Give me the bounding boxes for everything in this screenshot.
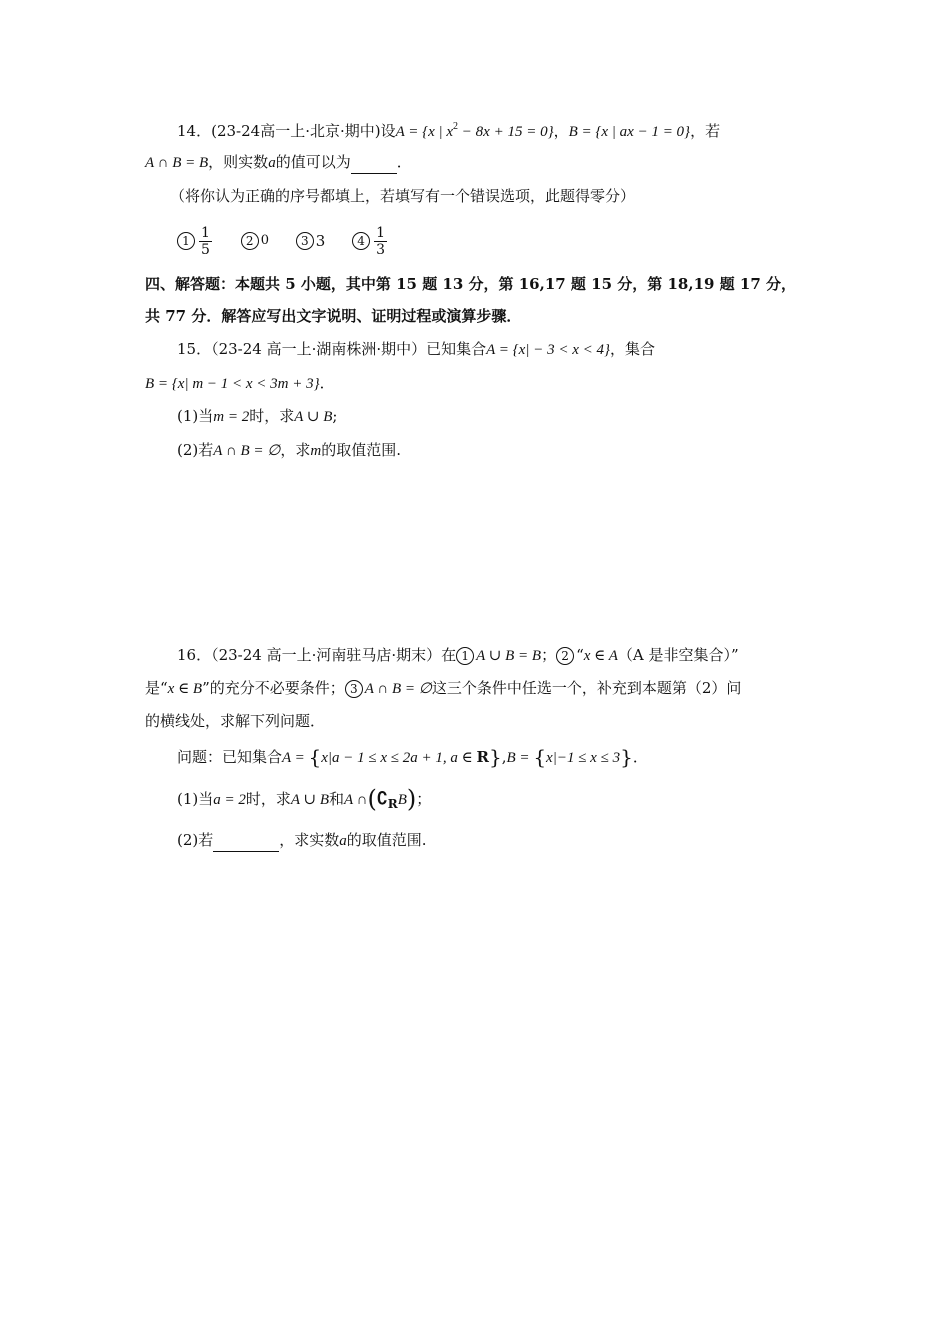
q16-answer-blank[interactable] xyxy=(213,829,279,852)
paren-open: ( xyxy=(367,785,377,813)
q14-setA-tail: − 8x + 15 = 0} xyxy=(458,124,554,140)
fraction-denominator: 5 xyxy=(201,241,210,258)
fraction-numerator: 1 xyxy=(201,224,210,241)
q16-problem xyxy=(177,746,648,769)
condition-mark-1: 1 xyxy=(456,647,474,665)
complement-symbol: ∁ xyxy=(376,789,388,809)
q16-comma: , xyxy=(501,748,507,766)
q16-p1-label: (1)当 xyxy=(177,790,214,808)
q14-line-2 xyxy=(145,151,412,174)
q16-p1-text: 时，求 xyxy=(245,790,291,808)
q14-variable: a xyxy=(268,155,276,171)
condition-mark-3: 3 xyxy=(345,680,363,698)
q14-setA-text: A = {x | x xyxy=(395,124,454,140)
q14-option-2 xyxy=(241,219,269,263)
q14-line-1 xyxy=(177,116,720,143)
q16-quote-open: “ xyxy=(576,646,584,664)
q16-condition-2-note: （A 是非空集合）” xyxy=(617,646,739,664)
option-3-value: 3 xyxy=(315,232,326,250)
q16-sep: ； xyxy=(541,646,557,664)
brace-close: } xyxy=(489,745,502,769)
q16-p1-expr1: A ∪ B xyxy=(290,792,330,808)
q14-number: 14． xyxy=(177,122,212,140)
q14-condition: A ∩ B = B xyxy=(145,155,209,171)
q16-p1-and: 和 xyxy=(329,790,345,808)
brace-open: { xyxy=(533,745,547,769)
q16-line-2 xyxy=(145,677,741,700)
option-mark-1: 1 xyxy=(177,232,195,250)
q14-note: （将你认为正确的序号都填上，若填写有一个错误选项，此题得零分） xyxy=(170,187,636,205)
q15-part-1 xyxy=(177,405,337,428)
q14-end: ． xyxy=(396,153,412,171)
q14-setA xyxy=(395,121,554,140)
option-4-fraction xyxy=(374,225,387,258)
q16-p1-cond: a = 2 xyxy=(213,792,246,808)
q16-line2-end: 这三个条件中任选一个，补充到本题第（2）问 xyxy=(431,679,742,697)
option-mark-3: 3 xyxy=(296,232,314,250)
q14-option-1 xyxy=(177,225,214,258)
q14-setB: B = {x | ax − 1 = 0} xyxy=(568,124,691,140)
brace-close: } xyxy=(620,745,633,769)
q16-line2-start: 是“ xyxy=(145,679,168,697)
q16-condition-2: x ∈ A xyxy=(583,648,618,664)
q14-comma: ， xyxy=(553,122,569,140)
q15-line-2 xyxy=(145,372,335,395)
q14-setA-exponent: 2 xyxy=(453,121,459,132)
complement-B: B xyxy=(397,792,407,808)
q14-options xyxy=(177,218,411,263)
q14-ruo: ，若 xyxy=(690,122,721,140)
q15-source: （23-24 高一上·湖南株洲·期中）已知集合 xyxy=(211,340,487,358)
q15-p2-var: m xyxy=(310,443,322,459)
q15-p2-text: ，求 xyxy=(280,441,311,459)
q16-p1-end: ； xyxy=(416,790,432,808)
q14-option-3 xyxy=(296,219,326,263)
q16-condition-1: A ∪ B = B xyxy=(476,648,542,664)
q14-option-4 xyxy=(352,225,389,258)
q16-p2-label: (2)若 xyxy=(177,831,214,849)
q15-setA: A = {x| − 3 < x < 4} xyxy=(486,342,610,358)
q15-period: ． xyxy=(319,374,335,392)
q15-p2-cond: A ∩ B = ∅ xyxy=(213,443,281,459)
complement-R: R xyxy=(387,797,398,811)
q16-setA-head: A = xyxy=(282,750,309,766)
q15-p1-cond: m = 2 xyxy=(213,409,250,425)
option-2-value: 0 xyxy=(260,233,269,248)
q15-part-2 xyxy=(177,439,401,462)
q16-period: ． xyxy=(632,748,648,766)
option-1-fraction xyxy=(199,225,212,258)
q16-problem-label: 问题：已知集合 xyxy=(177,748,283,766)
q15-p1-expr: A ∪ B xyxy=(294,409,333,425)
q16-part-1 xyxy=(177,785,432,815)
section-4-heading-line-1: 四、解答题：本题共 5 小题，其中第 15 题 13 分，第 16,17 题 15 分，第 18,19 题 17 分， xyxy=(145,275,796,293)
q16-setA-body: x|a − 1 ≤ x ≤ 2a + 1, a ∈ xyxy=(321,750,477,766)
fraction-denominator: 3 xyxy=(376,241,386,258)
q14-source: (23-24高一上·北京·期中) xyxy=(211,122,381,140)
q16-setB-head: B = xyxy=(506,750,534,766)
q16-real-R: R xyxy=(476,748,489,766)
fraction-numerator: 1 xyxy=(376,224,386,241)
q16-setB-body: x|−1 ≤ x ≤ 3 xyxy=(546,750,621,766)
q16-source: （23-24 高一上·河南驻马店·期末）在 xyxy=(211,646,457,664)
q15-setB: B = {x| m − 1 < x < 3m + 3} xyxy=(145,376,320,392)
option-mark-4: 4 xyxy=(352,232,370,250)
q14-ask2: 的值可以为 xyxy=(275,153,351,171)
q15-p1-text: 时，求 xyxy=(249,407,295,425)
section-4-heading-line-2: 共 77 分．解答应写出文字说明、证明过程或演算步骤． xyxy=(145,307,522,325)
paren-close: ) xyxy=(406,785,417,813)
q16-line2-mid: ”的充分不必要条件； xyxy=(202,679,345,697)
q16-line-3: 的横线处，求解下列问题． xyxy=(145,712,326,730)
q15-jihe: ，集合 xyxy=(609,340,655,358)
q14-answer-blank[interactable] xyxy=(351,151,397,174)
q14-setA-intro: 设 xyxy=(380,122,396,140)
q16-p2-var: a xyxy=(339,833,347,849)
q16-p2-end: 的取值范围. xyxy=(346,831,427,849)
q15-p2-label: (2)若 xyxy=(177,441,214,459)
q16-condition-2b: x ∈ B xyxy=(167,681,203,697)
brace-open: { xyxy=(308,745,322,769)
q15-p1-end: ; xyxy=(332,407,338,425)
q16-line-1 xyxy=(177,644,739,667)
q16-p2-text: ，求实数 xyxy=(279,831,340,849)
q15-line-1 xyxy=(177,338,655,361)
q16-number: 16． xyxy=(177,646,212,664)
condition-mark-2: 2 xyxy=(556,647,574,665)
q16-p1-expr2: A ∩ xyxy=(344,792,368,808)
q15-p1-label: (1)当 xyxy=(177,407,214,425)
q14-ask: ，则实数 xyxy=(208,153,269,171)
q16-condition-3: A ∩ B = ∅ xyxy=(364,681,432,697)
q16-part-2 xyxy=(177,829,427,852)
q15-number: 15． xyxy=(177,340,212,358)
q15-p2-end: 的取值范围. xyxy=(321,441,401,459)
option-mark-2: 2 xyxy=(241,232,259,250)
